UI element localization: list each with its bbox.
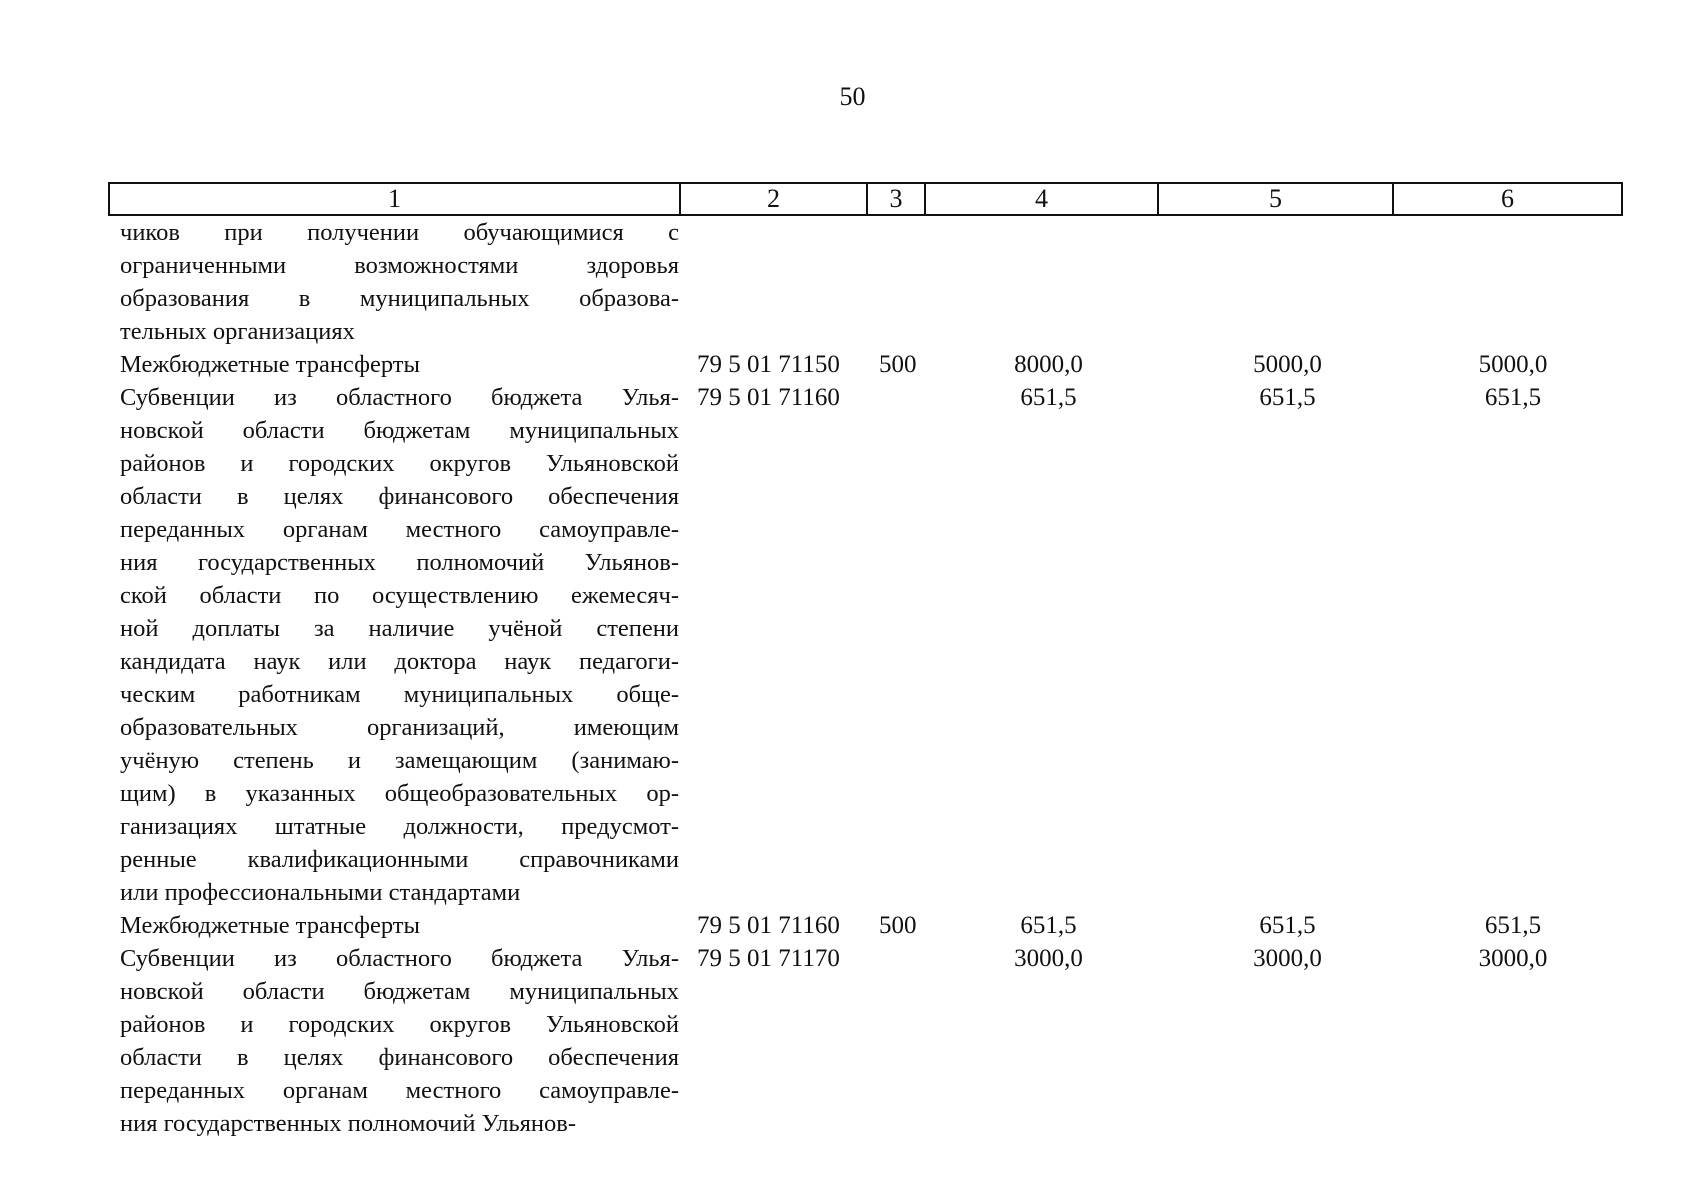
description-line: ограниченными возможностями здоровья — [120, 252, 679, 279]
row-value-4: 651,5 — [1020, 384, 1077, 411]
description-line: Субвенции из областного бюджета Улья- — [120, 384, 679, 411]
description-line: переданных органам местного самоуправле- — [120, 516, 679, 543]
row-code: 79 5 01 71160 — [697, 384, 840, 411]
description-line: переданных органам местного самоуправле- — [120, 1077, 679, 1104]
description-line: ной доплаты за наличие учёной степени — [120, 615, 679, 642]
row-description — [108, 216, 679, 348]
description-line: ческим работникам муниципальных обще- — [120, 681, 679, 708]
table-row — [108, 348, 1621, 381]
row-value-4: 3000,0 — [1014, 945, 1083, 972]
page-number: 50 — [839, 82, 866, 111]
description-line: ганизациях штатные должности, предусмот- — [120, 813, 679, 840]
description-line: районов и городских округов Ульяновской — [120, 1011, 679, 1038]
row-description — [108, 381, 679, 909]
description-line: кандидата наук или доктора наук педагоги- — [120, 648, 679, 675]
header-col-4: 4 — [925, 183, 1158, 215]
header-col-6: 6 — [1393, 183, 1622, 215]
row-value-5: 5000,0 — [1253, 351, 1322, 378]
description-line: Субвенции из областного бюджета Улья- — [120, 945, 679, 972]
description-line: новской области бюджетам муниципальных — [120, 417, 679, 444]
row-value-6: 5000,0 — [1478, 351, 1548, 378]
table-body — [108, 216, 1621, 1140]
header-col-1: 1 — [109, 183, 680, 215]
description-line: или профессиональными стандартами — [120, 879, 521, 906]
row-code: 79 5 01 71170 — [697, 945, 840, 972]
description-line: ния государственных полномочий Ульянов- — [120, 549, 679, 576]
description-line: образования в муниципальных образова- — [120, 285, 679, 312]
row-value-4: 651,5 — [1020, 912, 1077, 939]
description-line: щим) в указанных общеобразовательных ор- — [120, 780, 679, 807]
row-description — [108, 909, 679, 942]
description-line: учёную степень и замещающим (занимаю- — [120, 747, 679, 774]
description-line: образовательных организаций, имеющим — [120, 714, 679, 741]
row-code: 79 5 01 71160 — [697, 912, 840, 939]
description-line: чиков при получении обучающимися с — [120, 219, 679, 246]
row-description — [108, 942, 679, 1140]
description-line: новской области бюджетам муниципальных — [120, 978, 679, 1005]
description-line: области в целях финансового обеспечения — [120, 483, 679, 510]
row-value-4: 8000,0 — [1014, 351, 1083, 378]
row-value-6: 651,5 — [1484, 912, 1542, 939]
row-value-6: 3000,0 — [1478, 945, 1548, 972]
description-line: ской области по осуществлению ежемесяч- — [120, 582, 679, 609]
row-value-5: 3000,0 — [1253, 945, 1322, 972]
table-header — [108, 182, 1623, 216]
description-line: области в целях финансового обеспечения — [120, 1044, 679, 1071]
description-line: тельных организациях — [120, 318, 355, 345]
row-type: 500 — [879, 912, 917, 939]
description-line: районов и городских округов Ульяновской — [120, 450, 679, 477]
header-col-5: 5 — [1158, 183, 1393, 215]
row-description — [108, 348, 679, 381]
row-type: 500 — [879, 351, 917, 378]
table-row — [108, 909, 1621, 942]
header-col-3: 3 — [867, 183, 925, 215]
table-row — [108, 942, 1621, 1140]
description-line: Межбюджетные трансферты — [120, 912, 420, 939]
description-line: ния государственных полномочий Ульянов- — [120, 1110, 576, 1137]
row-value-5: 651,5 — [1259, 912, 1316, 939]
description-line: Межбюджетные трансферты — [120, 351, 420, 378]
row-value-5: 651,5 — [1259, 384, 1316, 411]
table-row — [108, 216, 1621, 348]
row-code: 79 5 01 71150 — [697, 351, 840, 378]
header-col-2: 2 — [680, 183, 867, 215]
row-value-6: 651,5 — [1484, 384, 1542, 411]
table-row — [108, 381, 1621, 909]
description-line: ренные квалификационными справочниками — [120, 846, 679, 873]
